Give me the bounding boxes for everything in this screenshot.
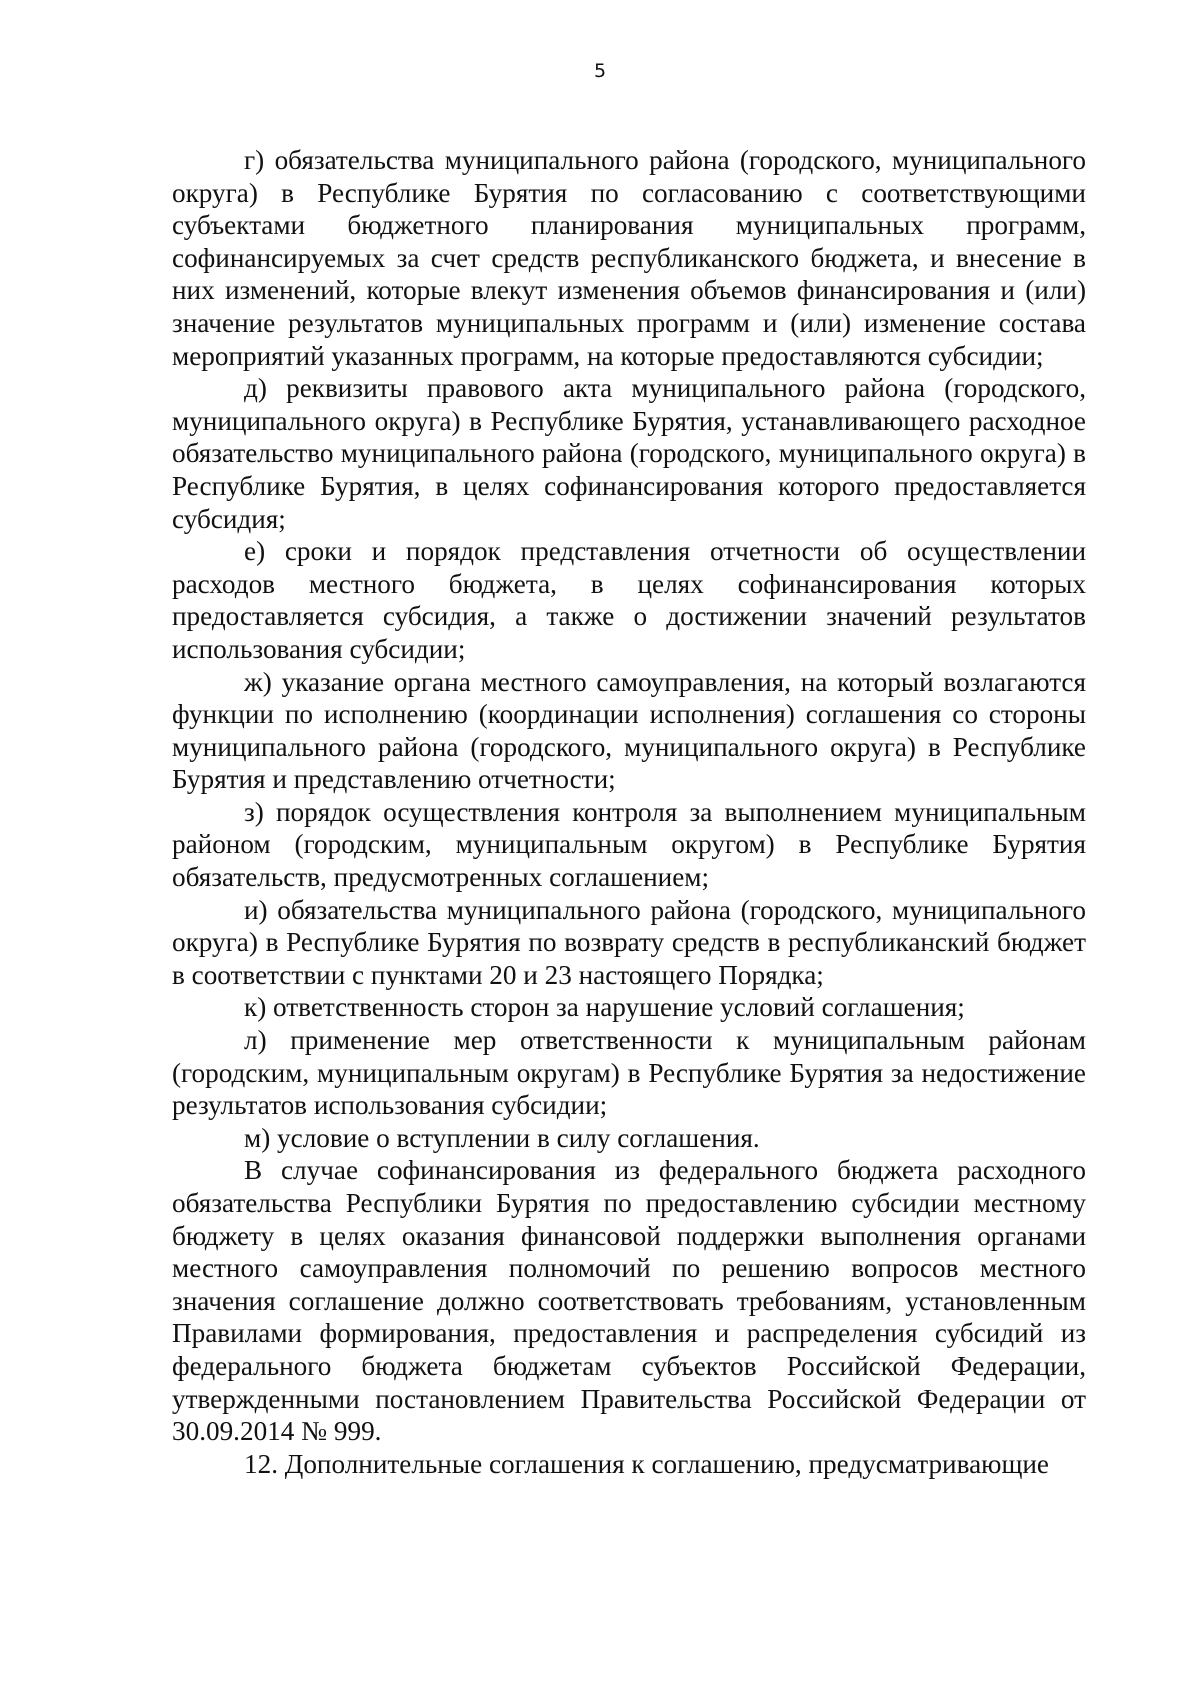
document-body — [172, 144, 1086, 1480]
paragraph-z: з) порядок осуществления контроля за выполнением муниципальным районом (городским, муниципальным округом) в Республике Бурятия обязательств, предусмотренных соглашением; — [172, 796, 1086, 893]
paragraph-d: д) реквизиты правового акта муниципального района (городского, муниципального округа) в Республике Бурятия, устанавливающего расходное обязательство муниципального района (городского, муниципального округа) в Республике Бурятия, в целях софинансирования которого предоставляется субсидия; — [172, 373, 1086, 534]
paragraph-m: м) условие о вступлении в силу соглашения. — [244, 1122, 760, 1153]
page-number: 5 — [593, 60, 607, 82]
paragraph-e: е) сроки и порядок представления отчетности об осуществлении расходов местного бюджета, в целях софинансирования которых предоставляется субсидия, а также о достижении значений результатов использования субсидии; — [172, 536, 1086, 664]
paragraph-zh: ж) указание органа местного самоуправления, на который возлагаются функции по исполнению (координации исполнения) соглашения со стороны муниципального района (городского, муниципального округа) в Республике Бурятия и представлению отчетности; — [172, 666, 1086, 795]
paragraph-k: к) ответственность сторон за нарушение условий соглашения; — [244, 992, 965, 1023]
paragraph-federal-cofinancing: В случае софинансирования из федерального бюджета расходного обязательства Республики Бурятия по предоставлению субсидии местному бюджету в целях оказания финансовой поддержки выполнения органами местного самоуправления полномочий по решению вопросов местного значения соглашение должно соответствовать требованиям, установленным Правилами формирования, предоставления и распределения субсидий из федерального бюджета бюджетам субъектов Российской Федерации, утвержденными постановлением Правительства Российской Федерации от 30.09.2014 № 999. — [172, 1155, 1086, 1447]
paragraph-l: л) применение мер ответственности к муниципальным районам (городским, муниципальным округам) в Республике Бурятия за недостижение результатов использования субсидии; — [172, 1025, 1086, 1121]
paragraph-12: 12. Дополнительные соглашения к соглашению, предусматривающие — [244, 1448, 1050, 1479]
paragraph-g: г) обязательства муниципального района (городского, муниципального округа) в Республике Бурятия по согласованию с соответствующими субъектами бюджетного планирования муниципальных программ, софинансируемых за счет средств республиканского бюджета, и внесение в них изменений, которые влекут изменения объемов финансирования и (или) значение результатов муниципальных программ и (или) изменение состава мероприятий указанных программ, на которые предоставляются субсидии; — [172, 145, 1086, 371]
paragraph-i: и) обязательства муниципального района (городского, муниципального округа) в Республике Бурятия по возврату средств в республиканский бюджет в соответствии с пунктами 20 и 23 настоящего Порядка; — [172, 894, 1086, 990]
